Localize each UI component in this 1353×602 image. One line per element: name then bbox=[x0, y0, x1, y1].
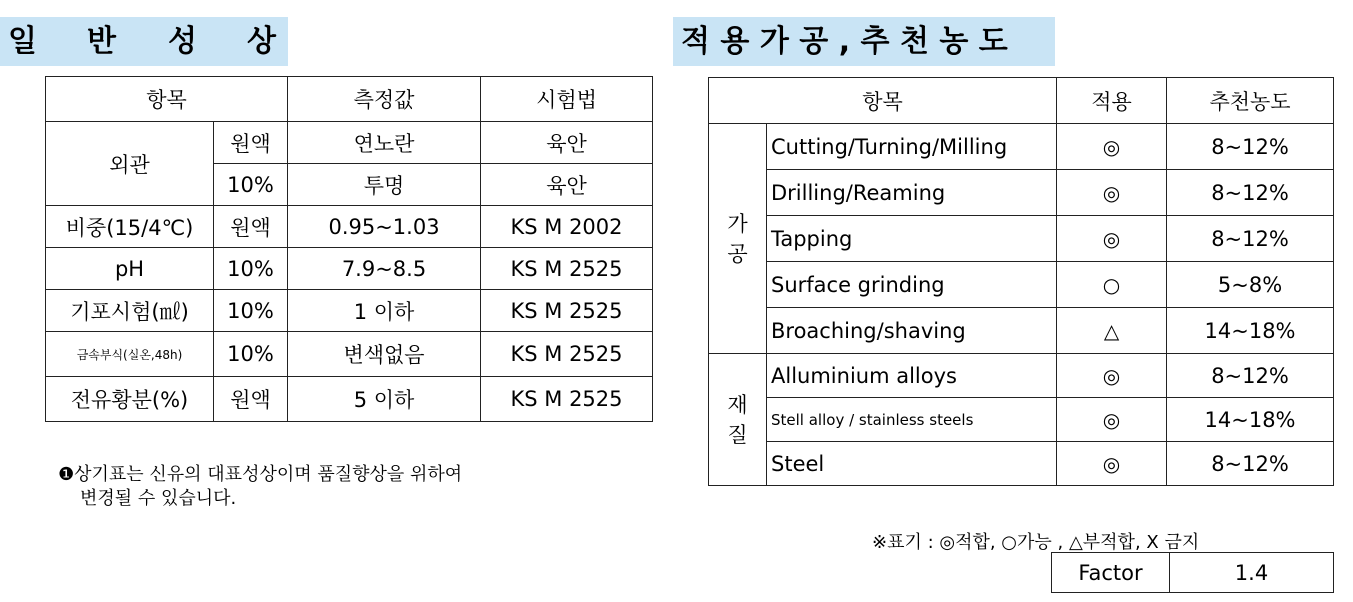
cell-sub: 10% bbox=[214, 332, 288, 377]
table-row bbox=[46, 248, 653, 290]
cell-apply: ◎ bbox=[1057, 442, 1167, 486]
table-row bbox=[46, 206, 653, 248]
table-row bbox=[709, 398, 1334, 442]
cell-apply: ◎ bbox=[1057, 124, 1167, 170]
header-item: 항목 bbox=[46, 77, 288, 122]
note-line: 변경될 수 있습니다. bbox=[80, 488, 237, 509]
cell-value: 0.95~1.03 bbox=[288, 206, 481, 248]
table-row bbox=[46, 332, 653, 377]
cell-conc: 8~12% bbox=[1167, 442, 1334, 486]
cell-value: 변색없음 bbox=[288, 332, 481, 377]
header-item: 항목 bbox=[709, 78, 1057, 124]
cell-method: KS M 2525 bbox=[481, 248, 653, 290]
cell-sub: 원액 bbox=[214, 122, 288, 164]
cell-conc: 14~18% bbox=[1167, 398, 1334, 442]
cell-item: 금속부식(실온,48h) bbox=[46, 332, 214, 377]
cell-sub: 10% bbox=[214, 248, 288, 290]
symbol-legend: ※표기 : ◎적합, ○가능 , △부적합, X 금지 bbox=[872, 532, 1200, 553]
disclaimer-note bbox=[58, 463, 462, 511]
cell-method: KS M 2525 bbox=[481, 377, 653, 422]
cell-conc: 8~12% bbox=[1167, 354, 1334, 398]
table-row bbox=[709, 262, 1334, 308]
table-row bbox=[709, 442, 1334, 486]
cell-apply: △ bbox=[1057, 308, 1167, 354]
cell-item: pH bbox=[46, 248, 214, 290]
cell-apply: ◎ bbox=[1057, 216, 1167, 262]
cell-item: Steel bbox=[767, 442, 1057, 486]
header-method: 시험법 bbox=[481, 77, 653, 122]
group-label-processing bbox=[709, 124, 767, 354]
general-properties-title bbox=[0, 17, 288, 66]
cell-item: Tapping bbox=[767, 216, 1057, 262]
table-header-row bbox=[709, 78, 1334, 124]
table-row bbox=[709, 308, 1334, 354]
header-apply: 적용 bbox=[1057, 78, 1167, 124]
cell-sub: 원액 bbox=[214, 206, 288, 248]
cell-method: KS M 2002 bbox=[481, 206, 653, 248]
application-table bbox=[708, 77, 1334, 486]
group-label-material bbox=[709, 354, 767, 486]
factor-label: Factor bbox=[1052, 553, 1170, 593]
table-row bbox=[46, 377, 653, 422]
cell-item: Stell alloy / stainless steels bbox=[767, 398, 1057, 442]
cell-sub: 원액 bbox=[214, 377, 288, 422]
cell-conc: 8~12% bbox=[1167, 170, 1334, 216]
cell-method: KS M 2525 bbox=[481, 290, 653, 332]
cell-method: KS M 2525 bbox=[481, 332, 653, 377]
cell-item: Surface grinding bbox=[767, 262, 1057, 308]
cell-item: 기포시험(㎖) bbox=[46, 290, 214, 332]
cell-value: 1 이하 bbox=[288, 290, 481, 332]
table-row bbox=[709, 354, 1334, 398]
cell-value: 투명 bbox=[288, 164, 481, 206]
group-label-char: 가 bbox=[727, 211, 748, 236]
cell-value: 연노란 bbox=[288, 122, 481, 164]
cell-item: Broaching/shaving bbox=[767, 308, 1057, 354]
factor-value: 1.4 bbox=[1170, 553, 1334, 593]
factor-table bbox=[1051, 552, 1334, 593]
cell-method: 육안 bbox=[481, 122, 653, 164]
title-char: 상 bbox=[247, 24, 276, 59]
application-title-text: 적 용 가 공 , 추 천 농 도 bbox=[681, 24, 1008, 59]
table-row bbox=[46, 290, 653, 332]
title-char: 성 bbox=[168, 24, 197, 59]
cell-conc: 14~18% bbox=[1167, 308, 1334, 354]
title-char: 반 bbox=[87, 24, 116, 59]
cell-conc: 8~12% bbox=[1167, 216, 1334, 262]
cell-item: 전유황분(%) bbox=[46, 377, 214, 422]
cell-item: Drilling/Reaming bbox=[767, 170, 1057, 216]
cell-sub: 10% bbox=[214, 290, 288, 332]
cell-conc: 8~12% bbox=[1167, 124, 1334, 170]
table-row bbox=[709, 170, 1334, 216]
cell-value: 7.9~8.5 bbox=[288, 248, 481, 290]
group-label-char: 재 bbox=[727, 392, 748, 417]
table-row bbox=[46, 122, 653, 164]
header-value: 측정값 bbox=[288, 77, 481, 122]
cell-item: Alluminium alloys bbox=[767, 354, 1057, 398]
cell-item: 외관 bbox=[46, 122, 214, 206]
general-properties-table bbox=[45, 76, 653, 422]
cell-apply: ◎ bbox=[1057, 398, 1167, 442]
group-label-char: 질 bbox=[727, 422, 748, 447]
table-row bbox=[709, 124, 1334, 170]
table-header-row bbox=[46, 77, 653, 122]
application-title bbox=[673, 17, 1055, 66]
cell-item: Cutting/Turning/Milling bbox=[767, 124, 1057, 170]
header-conc: 추천농도 bbox=[1167, 78, 1334, 124]
cell-item: 비중(15/4℃) bbox=[46, 206, 214, 248]
cell-sub: 10% bbox=[214, 164, 288, 206]
note-line: ❶상기표는 신유의 대표성상이며 품질향상을 위하여 bbox=[58, 464, 463, 485]
cell-apply: ◎ bbox=[1057, 170, 1167, 216]
cell-conc: 5~8% bbox=[1167, 262, 1334, 308]
cell-value: 5 이하 bbox=[288, 377, 481, 422]
factor-row bbox=[1052, 553, 1334, 593]
cell-apply: ○ bbox=[1057, 262, 1167, 308]
cell-method: 육안 bbox=[481, 164, 653, 206]
group-label-char: 공 bbox=[727, 241, 748, 266]
table-row bbox=[709, 216, 1334, 262]
title-char: 일 bbox=[8, 24, 37, 59]
cell-apply: ◎ bbox=[1057, 354, 1167, 398]
